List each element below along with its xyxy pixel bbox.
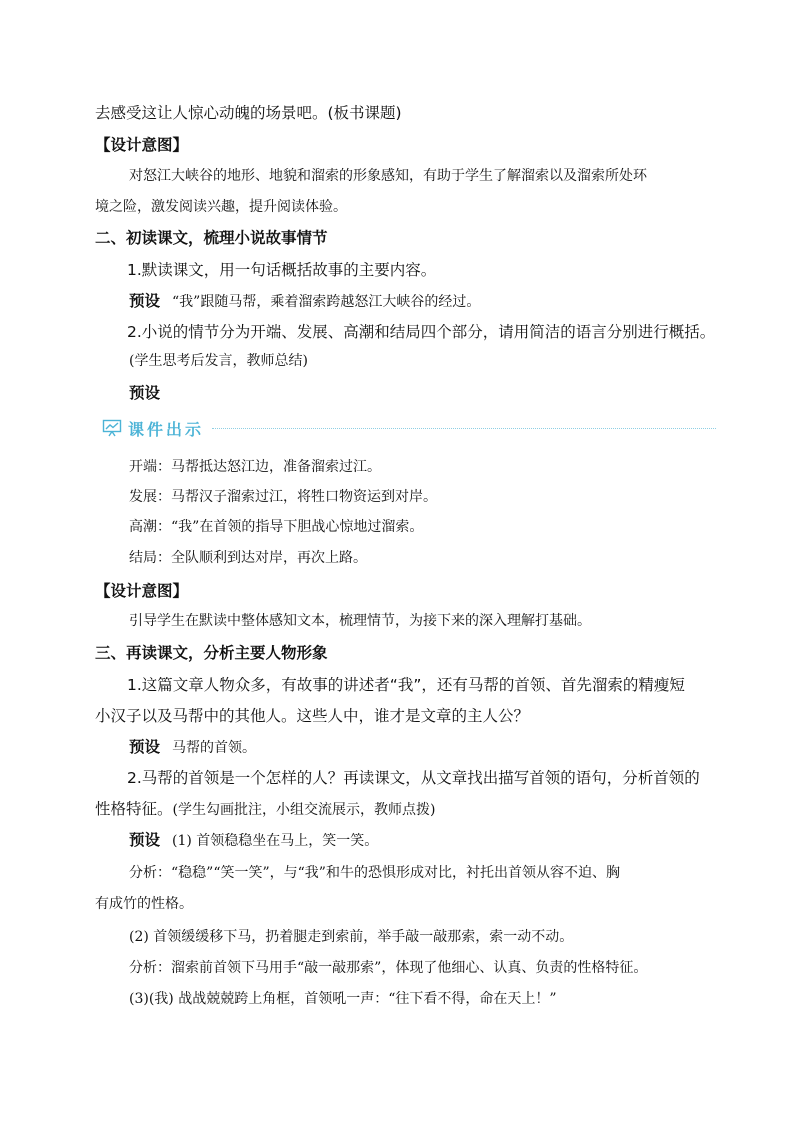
design-intent-text-line1: 对怒江大峡谷的地形、地貌和溜索的形象感知，有助于学生了解溜索以及溜索所处环 — [129, 168, 647, 184]
question-4-line1: 2.马帮的首领是一个怎样的人？再读课文，从文章找出描写首领的语句，分析首领的 — [127, 769, 700, 787]
question-2: 2.小说的情节分为开端、发展、高潮和结局四个部分，请用简洁的语言分别进行概括。 — [127, 323, 716, 341]
preset-answer-1 — [129, 290, 480, 313]
question-2-note: (学生思考后发言，教师总结) — [129, 353, 308, 369]
analysis-2 — [129, 957, 647, 979]
design-intent-heading-2: 【设计意图】 — [95, 582, 189, 600]
design-intent-text-2: 引导学生在默读中整体感知文本，梳理情节，为接下来的深入理解打基础。 — [129, 613, 591, 629]
question-3-line2: 小汉子以及马帮中的其他人。这些人中，谁才是文章的主人公？ — [95, 707, 530, 725]
plot-development: 发展：马帮汉子溜索过江，将牲口物资运到对岸。 — [129, 489, 437, 505]
design-intent-text-line2: 境之险，激发阅读兴趣，提升阅读体验。 — [95, 199, 347, 215]
presentation-chart-icon — [102, 419, 122, 437]
courseware-separator — [102, 417, 716, 439]
question-4-text: 性格特征。 — [95, 800, 173, 818]
question-3-line1: 1.这篇文章人物众多，有故事的讲述者“我”，还有马帮的首领、首先溜索的精瘦短 — [127, 676, 685, 694]
preset-answer-4-2: (2) 首领缓缓移下马，扔着腿走到索前，举手敲一敲那索，索一动不动。 — [129, 929, 574, 945]
preset-label: 预设 — [129, 831, 161, 849]
analysis-text: 溜索前首领下马用手“敲一敲那索”，体现了他细心、认真、负责的性格特征。 — [171, 960, 648, 976]
preset-answer-3 — [129, 736, 256, 759]
analysis-label: 分析： — [129, 865, 171, 881]
preset-label-2: 预设 — [129, 384, 161, 402]
analysis-text: “稳稳”“笑一笑”，与“我”和牛的恐惧形成对比，衬托出首领从容不迫、胸 — [171, 865, 620, 881]
plot-beginning: 开端：马帮抵达怒江边，准备溜索过江。 — [129, 459, 381, 475]
question-4-line2 — [95, 798, 435, 821]
question-4-note: (学生勾画批注，小组交流展示，教师点拨) — [172, 802, 436, 818]
plot-climax: 高潮：“我”在首领的指导下胆战心惊地过溜索。 — [129, 519, 424, 535]
preset-text: 马帮的首领。 — [172, 740, 257, 756]
preset-label: 预设 — [129, 292, 161, 310]
preset-answer-4-3: (3)(我) 战战兢兢跨上角框，首领吼一声：“往下看不得，命在天上！” — [129, 991, 557, 1007]
intro-paragraph: 去感受这让人惊心动魄的场景吧。(板书课题) — [95, 104, 402, 122]
section-heading-2: 二、初读课文，梳理小说故事情节 — [95, 229, 328, 247]
analysis-1-line2: 有成竹的性格。 — [95, 896, 193, 912]
courseware-title: 课件出示 — [128, 420, 205, 439]
preset-label: 预设 — [129, 738, 161, 756]
plot-ending: 结局：全队顺利到达对岸，再次上路。 — [129, 550, 367, 566]
preset-answer-4-1 — [129, 829, 378, 852]
section-heading-3: 三、再读课文，分析主要人物形象 — [95, 644, 328, 662]
analysis-1-line1 — [129, 862, 620, 884]
preset-text: (1) 首领稳稳坐在马上，笑一笑。 — [172, 833, 379, 849]
design-intent-heading: 【设计意图】 — [95, 136, 189, 154]
question-1: 1.默读课文，用一句话概括故事的主要内容。 — [127, 261, 437, 279]
analysis-label: 分析： — [129, 960, 171, 976]
dotted-divider — [212, 428, 716, 429]
preset-text: “我”跟随马帮，乘着溜索跨越怒江大峡谷的经过。 — [172, 294, 481, 310]
